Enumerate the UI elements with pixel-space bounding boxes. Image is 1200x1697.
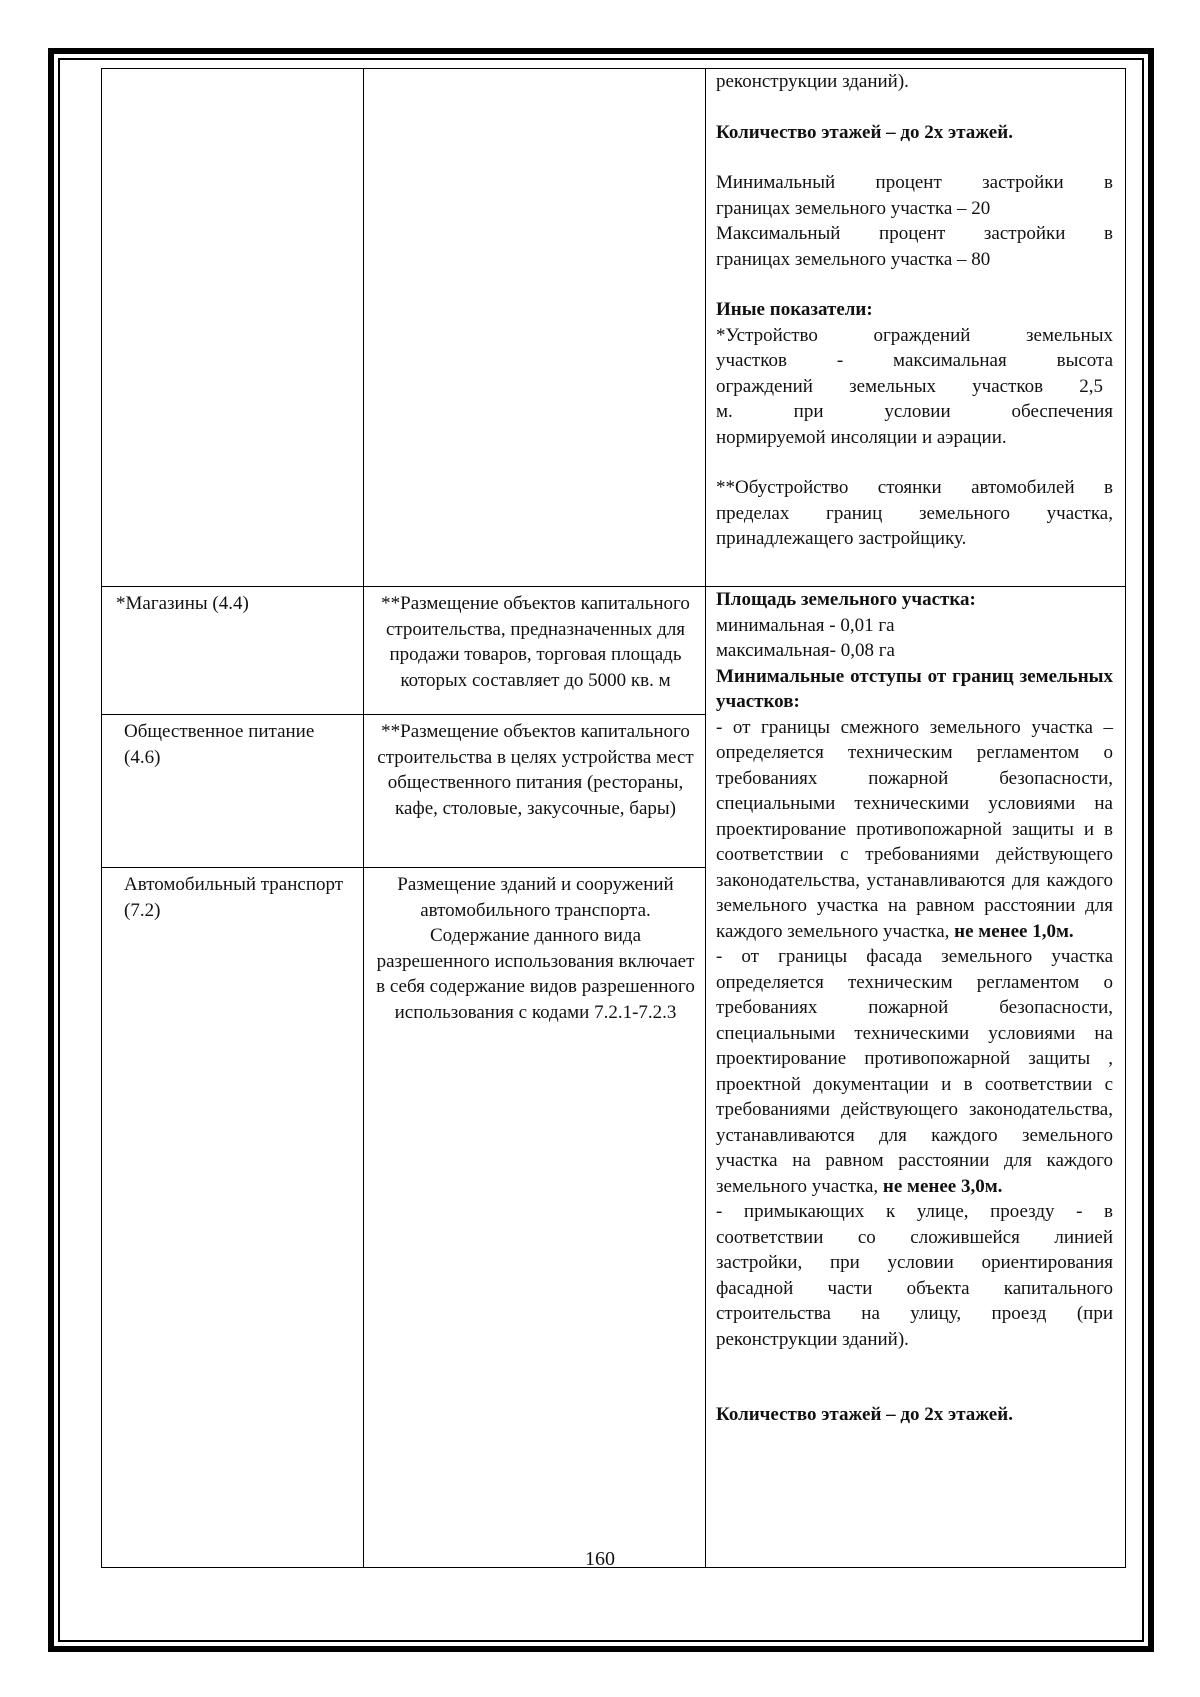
text-floors: Количество этажей – до 2х этажей. — [716, 121, 1013, 143]
text-street: - примыкающих к улице, проезду - в соответствии со сложившейся линией застройки, при условии ориентирования фасадной части объекта капитального строительства на улицу, проезд (при реконструкции зданий). — [716, 1201, 1113, 1350]
cell-name-shops: *Магазины (4.4) — [102, 587, 364, 715]
text-setback-adjacent-value: не менее 1,0м. — [954, 920, 1074, 942]
text-fence-3: ограждений земельных участков 2,5 — [716, 375, 1103, 397]
text-parking: **Обустройство стоянки автомобилей в пределах границ земельного участка, принадлежащего застройщику. — [716, 477, 1113, 549]
table-row-continuation — [102, 69, 1126, 587]
cell-empty-name — [102, 69, 364, 587]
text-fence-1: *Устройство ограждений земельных — [716, 324, 1113, 346]
text-setback-facade: - от границы фасада земельного участка определяется техническим регламентом о требованиях пожарной безопасности, специальными техническими условиями на проектирование противопожарной защиты , проектной документации и в соответствии с требованиями действующего законодательства, устанавливаются для каждого земельного участка на равном расстоянии для каждого земельного участка, не менее 3,0м. — [716, 946, 1113, 1197]
text-area-title: Площадь земельного участка: — [716, 589, 976, 610]
cell-desc-shops: **Размещение объектов капитального строительства, предназначенных для продажи товаров, торговая площадь которых составляет до 5000 кв. м — [364, 587, 706, 715]
cell-name-auto: Автомобильный транспорт (7.2) — [102, 868, 364, 1568]
cell-name-catering: Общественное питание (4.6) — [102, 715, 364, 868]
text-min-pct-a: Минимальный процент застройки в — [716, 172, 1113, 193]
cell-empty-desc — [364, 69, 706, 587]
table-row-shops — [102, 587, 1126, 715]
text-area-max: максимальная- 0,08 га — [716, 640, 895, 661]
cell-desc-auto: Размещение зданий и сооружений автомобильного транспорта. Содержание данного вида разрешенного использования включает в себя содержание видов разрешенного использования с кодами 7.2.1-7.2.3 — [364, 868, 706, 1568]
text-setback-title: Минимальные отступы от границ земельных участков: — [716, 665, 1113, 712]
text-reconstruction: реконструкции зданий). — [716, 71, 909, 92]
cell-params-continuation — [706, 69, 1126, 587]
text-floors-main: Количество этажей – до 2х этажей. — [716, 1404, 1013, 1425]
cell-desc-catering: **Размещение объектов капитального строительства в целях устройства мест общественного питания (рестораны, кафе, столовые, закусочные, бары) — [364, 715, 706, 868]
text-setback-adjacent: - от границы смежного земельного участка – определяется техническим регламентом о требованиях пожарной безопасности, специальными техническими условиями на проектирование противопожарной защиты и в соответствии с требованиями действующего законодательства, устанавливаются для каждого земельного участка на равном расстоянии для каждого земельного участка, не менее 1,0м. — [716, 716, 1113, 942]
text-fence-2: участков - максимальная высота — [716, 350, 1113, 371]
text-max-pct-a: Максимальный процент застройки в — [716, 223, 1113, 244]
text-fence-5: нормируемой инсоляции и аэрации. — [716, 426, 1007, 448]
text-other-title: Иные показатели: — [716, 299, 873, 320]
text-min-pct-b: границах земельного участка – 20 — [716, 197, 991, 219]
text-area-min: минимальная - 0,01 га — [716, 614, 895, 636]
text-fence-4: м. при условии обеспечения — [716, 401, 1113, 422]
cell-params-main — [706, 587, 1126, 1568]
text-max-pct-b: границах земельного участка – 80 — [716, 248, 991, 270]
page-number: 160 — [585, 1548, 615, 1570]
regulations-table — [101, 68, 1126, 1568]
text-setback-facade-value: не менее 3,0м. — [882, 1175, 1003, 1197]
